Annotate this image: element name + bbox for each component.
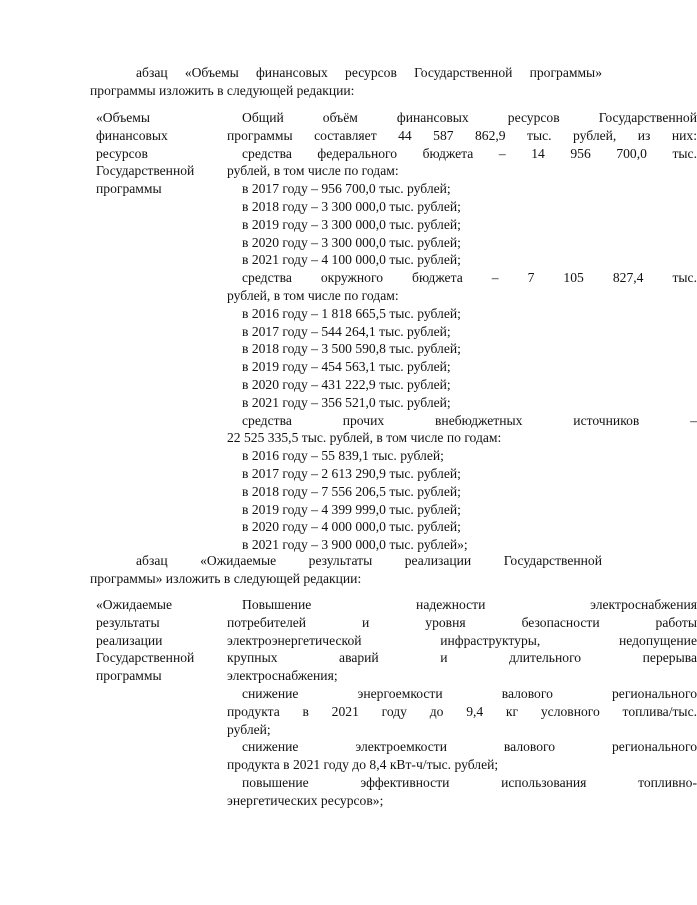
content-line: в 2019 году – 4 399 999,0 тыс. рублей; bbox=[242, 501, 461, 517]
content-line: Повышение надежности электроснабжения bbox=[242, 597, 697, 612]
content-line: 22 525 335,5 тыс. рублей, в том числе по годам: bbox=[227, 430, 502, 446]
label-line: Государственной bbox=[96, 163, 195, 179]
label-line: программы bbox=[96, 668, 162, 684]
content-line: в 2021 году – 3 900 000,0 тыс. рублей»; bbox=[242, 537, 468, 553]
content-line: рублей, в том числе по годам: bbox=[227, 163, 399, 179]
label-line: финансовых bbox=[96, 127, 168, 143]
content-line: средства прочих внебюджетных источников – bbox=[242, 412, 697, 428]
content-line: Общий объём финансовых ресурсов Государственной bbox=[242, 110, 697, 125]
content-line: в 2019 году – 3 300 000,0 тыс. рублей; bbox=[242, 216, 461, 232]
results-label bbox=[96, 596, 221, 685]
paragraph-text: абзац «Ожидаемые результаты реализации Государственной bbox=[136, 553, 602, 568]
content-line: в 2020 году – 3 300 000,0 тыс. рублей; bbox=[242, 234, 461, 250]
label-line: «Объемы bbox=[96, 110, 150, 125]
label-line: Государственной bbox=[96, 650, 195, 666]
content-line: в 2020 году – 431 222,9 тыс. рублей; bbox=[242, 376, 451, 392]
content-line: электроэнергетической инфраструктуры, недопущение bbox=[227, 632, 697, 648]
content-line: продукта в 2021 году до 9,4 кг условного топлива/тыс. bbox=[227, 703, 697, 719]
financing-label bbox=[96, 109, 221, 198]
content-line: в 2020 году – 4 000 000,0 тыс. рублей; bbox=[242, 519, 461, 535]
content-line: в 2017 году – 544 264,1 тыс. рублей; bbox=[242, 323, 451, 339]
label-line: ресурсов bbox=[96, 145, 148, 161]
content-line: снижение электроемкости валового регионального bbox=[242, 739, 697, 755]
paragraph-text: программы изложить в следующей редакции: bbox=[90, 82, 355, 98]
content-line: рублей; bbox=[227, 721, 271, 737]
content-line: повышение эффективности использования топливно- bbox=[242, 774, 697, 790]
content-line: в 2019 году – 454 563,1 тыс. рублей; bbox=[242, 359, 451, 375]
label-line: программы bbox=[96, 181, 162, 197]
financing-content bbox=[227, 109, 697, 554]
content-line: продукта в 2021 году до 8,4 кВт-ч/тыс. рублей; bbox=[227, 757, 499, 773]
content-line: снижение энергоемкости валового регионального bbox=[242, 685, 697, 701]
content-line: в 2017 году – 2 613 290,9 тыс. рублей; bbox=[242, 465, 461, 481]
paragraph-intro-results bbox=[90, 552, 602, 588]
content-line: потребителей и уровня безопасности работы bbox=[227, 614, 697, 630]
content-line: электроснабжения; bbox=[227, 668, 338, 684]
content-line: энергетических ресурсов»; bbox=[227, 792, 384, 808]
results-content bbox=[227, 596, 697, 810]
content-line: в 2016 году – 55 839,1 тыс. рублей; bbox=[242, 448, 444, 464]
label-line: результаты bbox=[96, 614, 160, 630]
content-line: средства федерального бюджета – 14 956 700,0 тыс. bbox=[242, 145, 697, 161]
paragraph-text: абзац «Объемы финансовых ресурсов Государственной программы» bbox=[136, 65, 602, 80]
label-line: «Ожидаемые bbox=[96, 597, 173, 612]
content-line: крупных аварий и длительного перерыва bbox=[227, 650, 697, 666]
paragraph-text: программы» изложить в следующей редакции: bbox=[90, 570, 362, 586]
content-line: в 2018 году – 3 300 000,0 тыс. рублей; bbox=[242, 198, 461, 214]
content-line: программы составляет 44 587 862,9 тыс. рублей, из них: bbox=[227, 127, 697, 143]
paragraph-intro-financing bbox=[90, 64, 602, 100]
content-line: рублей, в том числе по годам: bbox=[227, 287, 399, 303]
content-line: в 2021 году – 4 100 000,0 тыс. рублей; bbox=[242, 252, 461, 268]
content-line: в 2018 году – 7 556 206,5 тыс. рублей; bbox=[242, 483, 461, 499]
content-line: средства окружного бюджета – 7 105 827,4 тыс. bbox=[242, 270, 697, 286]
content-line: в 2016 году – 1 818 665,5 тыс. рублей; bbox=[242, 305, 461, 321]
label-line: реализации bbox=[96, 632, 163, 648]
content-line: в 2018 году – 3 500 590,8 тыс. рублей; bbox=[242, 341, 461, 357]
content-line: в 2021 году – 356 521,0 тыс. рублей; bbox=[242, 394, 451, 410]
content-line: в 2017 году – 956 700,0 тыс. рублей; bbox=[242, 181, 451, 197]
